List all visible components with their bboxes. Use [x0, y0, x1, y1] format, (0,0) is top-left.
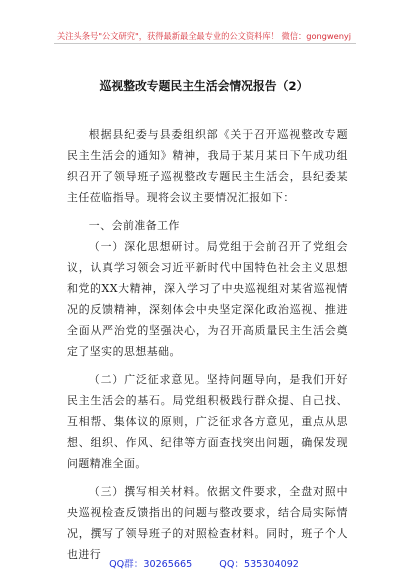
- paragraph-item-2: （二）广泛征求意见。坚持问题导向，是我们开好民主生活会的基石。局党组积极践行群众提、自己找、互相帮、集体议的原则，广泛征求各方意见，重点从思想、组织、作风、纪律等方面查找突出问题，确保发现问题精准全面。: [67, 373, 348, 470]
- section-heading: 一、会前准备工作: [88, 219, 180, 232]
- header-divider: [54, 43, 356, 44]
- footer-qq: QQ：535304092: [219, 559, 299, 570]
- paragraph-intro: 根据县纪委与县委组织部《关于召开巡视整改专题民主生活会的通知》精神，我局于某月某日下午成功组织召开了领导班子巡视整改专题民主生活会，县纪委某主任莅临指导。现将会议主要情况汇报如下：: [67, 128, 348, 204]
- paragraph-item-1: （一）深化思想研讨。局党组于会前召开了党组会议，认真学习领会习近平新时代中国特色社会主义思想和党的XX大精神，深入学习了中央巡视组对某省巡视情况的反馈精神，深刻体会中央坚定深化政治巡视、推进全面从严治党的坚强决心，为召开高质量民主生活会奠定了坚实的思想基础。: [67, 240, 348, 358]
- footer-contact: [0, 556, 408, 570]
- paragraph-item-3: （三）撰写相关材料。依据文件要求，全盘对照中央巡视检查反馈指出的问题与整改要求，结合局实际情况，撰写了领导班子的对照检查材料。同时，班子个人也进行: [67, 485, 348, 561]
- document-title: 巡视整改专题民主生活会情况报告（2）: [99, 79, 309, 93]
- footer-qq-group: QQ群：30265665: [109, 559, 193, 570]
- document-body: [67, 124, 348, 572]
- header-note: 关注头条号"公文研究"，获得最新最全最专业的公文资料库！ 微信：gongwenyj: [56, 31, 352, 41]
